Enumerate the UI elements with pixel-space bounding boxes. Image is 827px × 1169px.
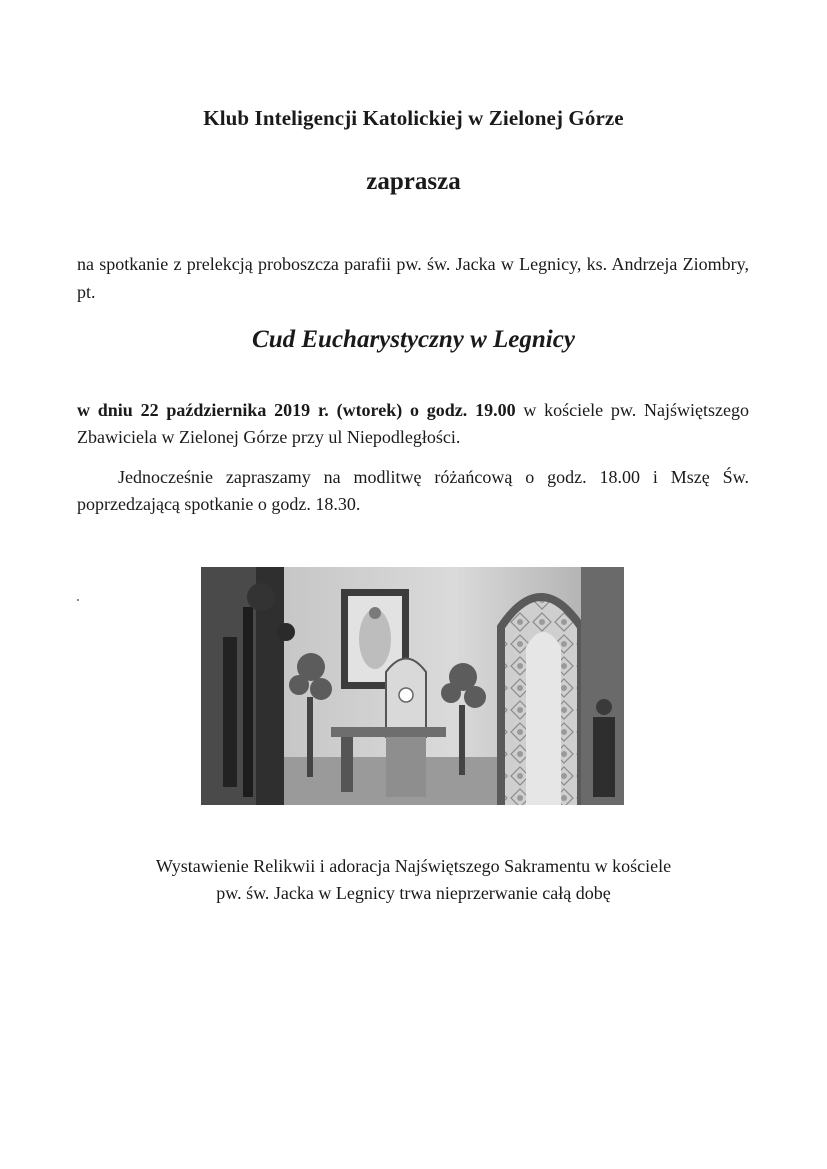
scan-speck bbox=[77, 599, 79, 601]
event-date-time: w dniu 22 października 2019 r. (wtorek) o godz. 19.00 bbox=[77, 400, 516, 420]
caption bbox=[0, 853, 827, 907]
event-location: w kościele pw. Najświętszego Zbawiciela w Zielonej Górze przy ul Niepodległości. bbox=[77, 400, 749, 447]
invites-heading: zaprasza bbox=[366, 168, 461, 195]
intro-paragraph: na spotkanie z prelekcją proboszcza parafii pw. św. Jacka w Legnicy, ks. Andrzeja Ziombry, pt. bbox=[77, 254, 749, 302]
church-chapel-photo bbox=[201, 567, 624, 805]
caption-line-2: pw. św. Jacka w Legnicy trwa nieprzerwanie całą dobę bbox=[216, 883, 611, 903]
rosary-paragraph: Jednocześnie zapraszamy na modlitwę różańcową o godz. 18.00 i Mszę Św. poprzedzającą spotkanie o godz. 18.30. bbox=[77, 467, 749, 514]
caption-line-1: Wystawienie Relikwii i adoracja Najświętszego Sakramentu w kościele bbox=[155, 856, 672, 876]
lecture-title: Cud Eucharystyczny w Legnicy bbox=[252, 326, 575, 353]
event-details-paragraph bbox=[77, 397, 749, 451]
organization-title: Klub Inteligencji Katolickiej w Zielonej Górze bbox=[203, 106, 624, 130]
